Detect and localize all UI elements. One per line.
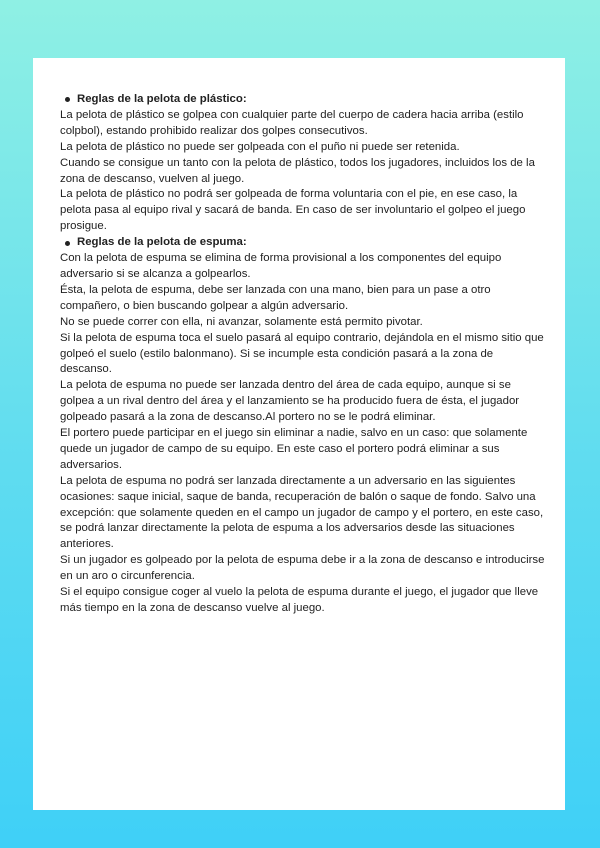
bullet-icon (65, 97, 70, 102)
section-heading-text: Reglas de la pelota de plástico: (77, 93, 247, 105)
rule-paragraph: Cuando se consigue un tanto con la pelota de plástico, todos los jugadores, incluidos los de la zona de descanso, vuelven al juego. (60, 156, 535, 185)
rule-paragraph: La pelota de plástico no podrá ser golpeada de forma voluntaria con el pie, en ese caso, la pelota pasa al equipo rival y sacará de banda. En caso de ser involuntario el golpeo el juego prosigue. (60, 188, 526, 233)
document-content (60, 92, 548, 617)
rule-paragraph: El portero puede participar en el juego sin eliminar a nadie, salvo en un caso: que solamente quede un jugador de campo de su equipo. En este caso el portero podrá eliminar a sus adversarios. (60, 427, 528, 471)
rule-paragraph: La pelota de espuma no puede ser lanzada dentro del área de cada equipo, aunque si se golpea a un rival dentro del área y el lanzamiento se ha producido fuera de ésta, el jugador golpeado pasará a la zona de descanso.Al portero no se le podrá eliminar. (60, 379, 520, 424)
section-heading-plastic-ball (60, 92, 548, 108)
rule-paragraph: La pelota de plástico se golpea con cualquier parte del cuerpo de cadera hacia arriba (estilo colpbol), estando prohibido realizar dos golpes consecutivos. (60, 108, 524, 137)
section-heading-foam-ball (60, 235, 548, 251)
rule-paragraph: Ésta, la pelota de espuma, debe ser lanzada con una mano, bien para un pase a otro compañero, o bien buscando golpear a algún adversario. (60, 283, 491, 312)
rule-paragraph: No se puede correr con ella, ni avanzar, solamente está permito pivotar. (60, 315, 423, 328)
bullet-icon (65, 241, 70, 246)
document-page (33, 58, 565, 810)
rule-paragraph: Con la pelota de espuma se elimina de forma provisional a los componentes del equipo adversario si se alcanza a golpearlos. (60, 252, 502, 280)
rule-paragraph: Si un jugador es golpeado por la pelota de espuma debe ir a la zona de descanso e introducirse en un aro o circunferencia. (60, 554, 545, 583)
section-heading-text: Reglas de la pelota de espuma: (77, 236, 247, 249)
rule-paragraph: La pelota de espuma no podrá ser lanzada directamente a un adversario en las siguientes ocasiones: saque inicial, saque de banda, recuperación de balón o saque de fondo. Salvo una excepción: que solamente queden en el campo un jugador de campo y el portero, en este caso, se podrá lanzar directamente la pelota de espuma a los adversarios desde las situaciones anteriores. (60, 474, 544, 551)
rule-paragraph: Si el equipo consigue coger al vuelo la pelota de espuma durante el juego, el jugador que lleve más tiempo en la zona de descanso vuelve al juego. (60, 586, 539, 614)
rule-paragraph: Si la pelota de espuma toca el suelo pasará al equipo contrario, dejándola en el mismo sitio que golpeó el suelo (estilo balonmano). Si se incumple esta condición pasará a la zona de descanso. (60, 331, 544, 376)
rule-paragraph: La pelota de plástico no puede ser golpeada con el puño ni puede ser retenida. (60, 140, 460, 153)
